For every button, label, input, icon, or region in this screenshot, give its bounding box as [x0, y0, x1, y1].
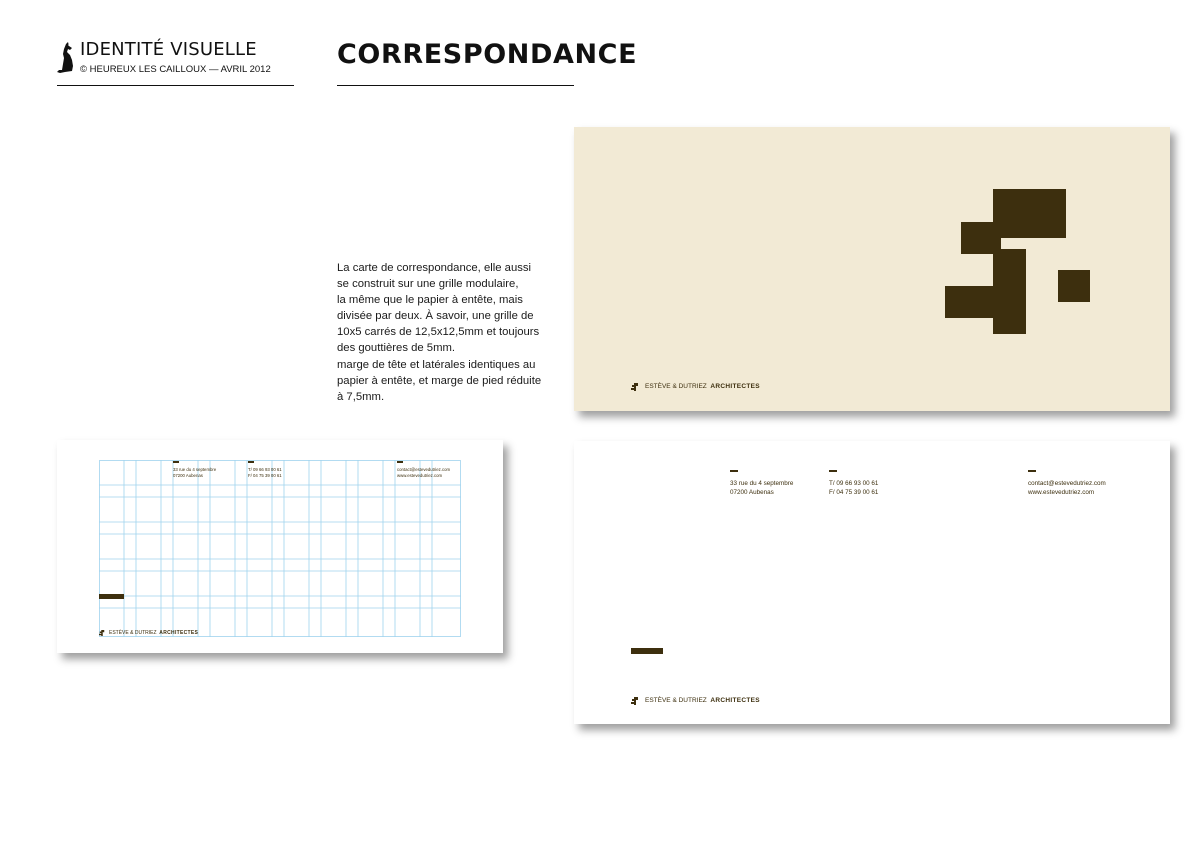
- signature: [645, 697, 760, 704]
- web-block: [397, 467, 450, 479]
- signature-name: ESTÈVE & DUTRIEZ: [109, 630, 157, 636]
- description-line: papier à entête, et marge de pied réduite: [337, 374, 542, 387]
- web-marker: [1028, 470, 1036, 472]
- header-rule-left: [57, 85, 294, 86]
- fax-line: F/ 04 75 39 00 61: [829, 489, 879, 496]
- estevedutriez-mark-icon: [631, 697, 639, 705]
- phone-line: T/ 09 66 93 00 61: [829, 480, 879, 487]
- signature-name: ESTÈVE & DUTRIEZ: [645, 697, 707, 704]
- section-title: CORRESPONDANCE: [337, 39, 638, 70]
- modular-grid-overlay: [99, 460, 461, 638]
- signature-role: ARCHITECTES: [710, 697, 760, 704]
- description-line: 10x5 carrés de 12,5x12,5mm et toujours: [337, 326, 540, 339]
- web-block: [1028, 479, 1106, 497]
- fold-mark-bar: [99, 594, 124, 599]
- address-block: [173, 467, 216, 479]
- email-line: contact@estevedutriez.com: [397, 467, 451, 472]
- description-line: des gouttières de 5mm.: [337, 342, 456, 355]
- address-marker: [173, 461, 179, 463]
- description-line: marge de tête et latérales identiques au: [337, 358, 536, 371]
- correspondence-card-grid: [57, 440, 503, 653]
- description-line: se construit sur une grille modulaire,: [337, 278, 519, 291]
- web-marker: [397, 461, 403, 463]
- phone-line: T/ 09 66 93 00 61: [248, 467, 282, 472]
- correspondence-card-verso: [574, 441, 1170, 724]
- brand-monogram-graphic: [945, 189, 1091, 335]
- signature-role: ARCHITECTES: [710, 383, 760, 390]
- signature-role: ARCHITECTES: [159, 630, 199, 636]
- address-line: 33 rue du 4 septembre: [730, 480, 794, 487]
- website-line: www.estevedutriez.com: [1028, 489, 1095, 496]
- correspondence-card-recto: [574, 127, 1170, 411]
- phone-block: [248, 467, 282, 479]
- description-line: à 7,5mm.: [337, 390, 385, 403]
- address-block: [730, 479, 793, 497]
- signature: [109, 630, 198, 636]
- description-text: [337, 260, 559, 405]
- estevedutriez-mark-icon: [99, 630, 105, 636]
- signature: [645, 383, 760, 390]
- description-line: divisée par deux. À savoir, une grille de: [337, 310, 534, 323]
- document-subtitle: © HEUREUX LES CAILLOUX — AVRIL 2012: [80, 64, 271, 75]
- phone-marker: [248, 461, 254, 463]
- address-line: 33 rue du 4 septembre: [173, 467, 217, 472]
- phone-marker: [829, 470, 837, 472]
- header-rule-right: [337, 85, 574, 86]
- fax-line: F/ 04 75 39 00 61: [248, 473, 282, 478]
- email-line: contact@estevedutriez.com: [1028, 480, 1106, 487]
- cat-silhouette-icon: [56, 42, 78, 74]
- estevedutriez-mark-icon: [631, 383, 639, 391]
- description-line: la même que le papier à entête, mais: [337, 294, 523, 307]
- fold-mark-bar: [631, 648, 663, 654]
- signature-name: ESTÈVE & DUTRIEZ: [645, 383, 707, 390]
- description-line: La carte de correspondance, elle aussi: [337, 262, 532, 274]
- website-line: www.estevedutriez.com: [397, 473, 443, 478]
- address-marker: [730, 470, 738, 472]
- address-line: 07200 Aubenas: [173, 473, 203, 478]
- document-title: IDENTITÉ VISUELLE: [80, 39, 257, 60]
- address-line: 07200 Aubenas: [730, 489, 774, 496]
- phone-block: [829, 479, 878, 497]
